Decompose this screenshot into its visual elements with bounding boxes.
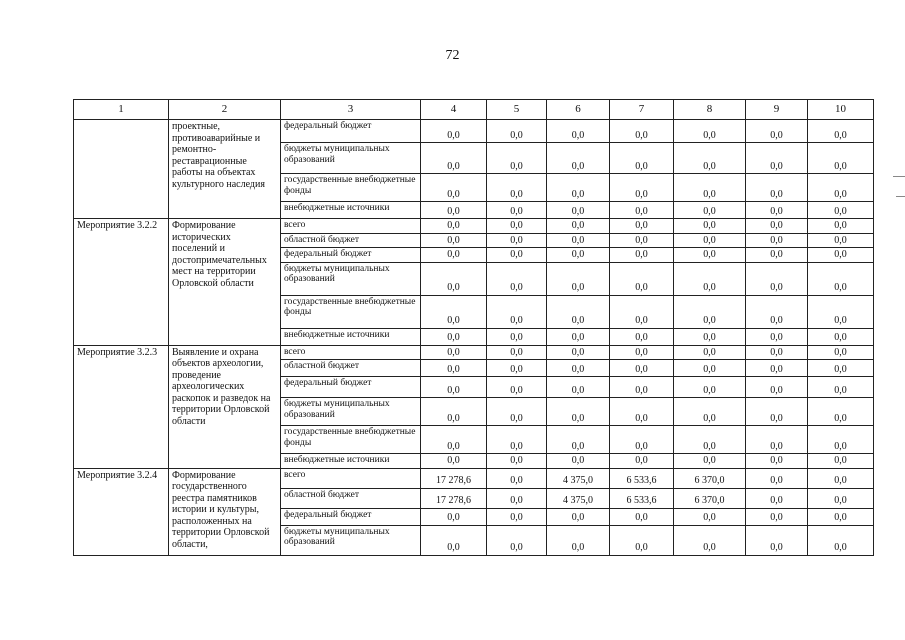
value-cell: 0,0: [746, 120, 808, 143]
value-cell: 0,0: [610, 525, 674, 555]
value-cell: 0,0: [610, 328, 674, 345]
table-row: [74, 345, 874, 360]
value-cell: 0,0: [808, 233, 874, 248]
value-cell: 0,0: [808, 219, 874, 234]
table-row: [74, 468, 874, 488]
column-header: 9: [746, 100, 808, 120]
value-cell: 0,0: [610, 233, 674, 248]
value-cell: 0,0: [746, 219, 808, 234]
activity-name: проектные, противоаварийные и ремонтно-реставрационные работы на объектах культурного наследия: [169, 120, 281, 219]
funding-source: бюджеты муниципальных образований: [281, 262, 421, 295]
column-header: 2: [169, 100, 281, 120]
value-cell: 0,0: [808, 345, 874, 360]
value-cell: 0,0: [808, 468, 874, 488]
value-cell: 0,0: [421, 508, 487, 525]
value-cell: 0,0: [487, 398, 547, 426]
funding-source: государственные внебюджетные фонды: [281, 174, 421, 202]
value-cell: 0,0: [674, 525, 746, 555]
value-cell: 0,0: [674, 120, 746, 143]
table-row: [74, 120, 874, 143]
value-cell: 0,0: [610, 345, 674, 360]
value-cell: 0,0: [610, 143, 674, 174]
value-cell: 0,0: [547, 398, 610, 426]
value-cell: 0,0: [547, 328, 610, 345]
value-cell: 0,0: [610, 248, 674, 263]
funding-source: государственные внебюджетные фонды: [281, 295, 421, 328]
value-cell: 0,0: [487, 377, 547, 398]
value-cell: 0,0: [746, 262, 808, 295]
value-cell: 0,0: [487, 328, 547, 345]
funding-source: областной бюджет: [281, 360, 421, 377]
column-header: 6: [547, 100, 610, 120]
funding-source: областной бюджет: [281, 488, 421, 508]
funding-source: государственные внебюджетные фонды: [281, 426, 421, 454]
funding-source: всего: [281, 468, 421, 488]
activity-id: Мероприятие 3.2.3: [74, 345, 169, 468]
value-cell: 0,0: [487, 202, 547, 219]
value-cell: 0,0: [610, 398, 674, 426]
value-cell: 0,0: [487, 262, 547, 295]
value-cell: 0,0: [610, 454, 674, 469]
value-cell: 0,0: [421, 525, 487, 555]
value-cell: 0,0: [808, 174, 874, 202]
value-cell: 0,0: [674, 360, 746, 377]
value-cell: 0,0: [674, 248, 746, 263]
value-cell: 0,0: [547, 295, 610, 328]
value-cell: 0,0: [487, 345, 547, 360]
value-cell: 0,0: [547, 219, 610, 234]
value-cell: 0,0: [547, 202, 610, 219]
value-cell: 0,0: [808, 120, 874, 143]
value-cell: 0,0: [610, 508, 674, 525]
value-cell: 0,0: [808, 143, 874, 174]
value-cell: 4 375,0: [547, 468, 610, 488]
value-cell: 0,0: [421, 233, 487, 248]
funding-source: федеральный бюджет: [281, 508, 421, 525]
funding-source: всего: [281, 219, 421, 234]
funding-source: всего: [281, 345, 421, 360]
activity-name: Формирование государственного реестра памятников истории и культуры, расположенных на территории Орловской области,: [169, 468, 281, 555]
value-cell: 0,0: [746, 174, 808, 202]
value-cell: 0,0: [421, 174, 487, 202]
value-cell: 0,0: [808, 398, 874, 426]
value-cell: 0,0: [746, 233, 808, 248]
value-cell: 0,0: [674, 233, 746, 248]
column-header: 4: [421, 100, 487, 120]
value-cell: 0,0: [547, 345, 610, 360]
value-cell: 0,0: [808, 262, 874, 295]
value-cell: 0,0: [487, 468, 547, 488]
value-cell: 0,0: [674, 398, 746, 426]
value-cell: 0,0: [487, 120, 547, 143]
value-cell: 6 370,0: [674, 468, 746, 488]
value-cell: 0,0: [746, 468, 808, 488]
funding-source: федеральный бюджет: [281, 120, 421, 143]
value-cell: 0,0: [487, 233, 547, 248]
value-cell: 0,0: [746, 345, 808, 360]
value-cell: 0,0: [674, 328, 746, 345]
page-number: 72: [445, 48, 460, 63]
value-cell: 0,0: [547, 143, 610, 174]
value-cell: 0,0: [610, 377, 674, 398]
funding-source: бюджеты муниципальных образований: [281, 398, 421, 426]
value-cell: 0,0: [808, 426, 874, 454]
value-cell: 0,0: [547, 454, 610, 469]
value-cell: 0,0: [746, 143, 808, 174]
value-cell: 0,0: [674, 377, 746, 398]
value-cell: 0,0: [808, 360, 874, 377]
value-cell: 0,0: [808, 454, 874, 469]
activity-name: Выявление и охрана объектов археологии, проведение археологических раскопок и разведок на территории Орловской области: [169, 345, 281, 468]
value-cell: 17 278,6: [421, 488, 487, 508]
value-cell: 0,0: [808, 295, 874, 328]
funding-source: внебюджетные источники: [281, 328, 421, 345]
value-cell: 0,0: [746, 398, 808, 426]
value-cell: 0,0: [487, 426, 547, 454]
value-cell: 0,0: [421, 398, 487, 426]
value-cell: 0,0: [808, 248, 874, 263]
value-cell: 0,0: [421, 202, 487, 219]
value-cell: 0,0: [421, 328, 487, 345]
value-cell: 0,0: [610, 120, 674, 143]
value-cell: 0,0: [610, 219, 674, 234]
value-cell: 0,0: [610, 174, 674, 202]
budget-table: [73, 99, 874, 556]
column-header: 10: [808, 100, 874, 120]
value-cell: 0,0: [487, 454, 547, 469]
value-cell: 0,0: [487, 219, 547, 234]
value-cell: 0,0: [421, 345, 487, 360]
value-cell: 0,0: [610, 360, 674, 377]
value-cell: 0,0: [610, 295, 674, 328]
funding-source: внебюджетные источники: [281, 454, 421, 469]
value-cell: 0,0: [487, 295, 547, 328]
column-header: 8: [674, 100, 746, 120]
value-cell: 0,0: [547, 174, 610, 202]
value-cell: 0,0: [487, 508, 547, 525]
value-cell: 0,0: [487, 360, 547, 377]
value-cell: 0,0: [674, 426, 746, 454]
value-cell: 0,0: [421, 295, 487, 328]
value-cell: 0,0: [421, 120, 487, 143]
value-cell: 0,0: [746, 454, 808, 469]
value-cell: 0,0: [547, 508, 610, 525]
value-cell: 0,0: [808, 202, 874, 219]
value-cell: 0,0: [421, 248, 487, 263]
activity-id: Мероприятие 3.2.4: [74, 468, 169, 555]
funding-source: бюджеты муниципальных образований: [281, 143, 421, 174]
value-cell: 0,0: [674, 174, 746, 202]
funding-source: федеральный бюджет: [281, 248, 421, 263]
activity-id: Мероприятие 3.2.2: [74, 219, 169, 346]
value-cell: 0,0: [547, 262, 610, 295]
value-cell: 0,0: [808, 508, 874, 525]
funding-source: внебюджетные источники: [281, 202, 421, 219]
value-cell: 0,0: [674, 345, 746, 360]
scan-mark: [896, 196, 905, 197]
value-cell: 0,0: [547, 525, 610, 555]
value-cell: 0,0: [746, 508, 808, 525]
value-cell: 0,0: [421, 262, 487, 295]
value-cell: 0,0: [746, 328, 808, 345]
table-row: [74, 219, 874, 234]
value-cell: 0,0: [610, 426, 674, 454]
activity-id: [74, 120, 169, 219]
value-cell: 0,0: [487, 174, 547, 202]
funding-source: федеральный бюджет: [281, 377, 421, 398]
value-cell: 0,0: [610, 262, 674, 295]
value-cell: 0,0: [808, 377, 874, 398]
value-cell: 0,0: [487, 488, 547, 508]
column-header: 1: [74, 100, 169, 120]
value-cell: 0,0: [746, 360, 808, 377]
value-cell: 0,0: [487, 248, 547, 263]
value-cell: 0,0: [547, 426, 610, 454]
activity-name: Формирование исторических поселений и достопримечательных мест на территории Орловской области: [169, 219, 281, 346]
value-cell: 0,0: [547, 377, 610, 398]
column-header: 5: [487, 100, 547, 120]
value-cell: 17 278,6: [421, 468, 487, 488]
header-row: [74, 100, 874, 120]
value-cell: 0,0: [746, 525, 808, 555]
value-cell: 0,0: [746, 488, 808, 508]
column-header: 7: [610, 100, 674, 120]
funding-source: бюджеты муниципальных образований: [281, 525, 421, 555]
value-cell: 4 375,0: [547, 488, 610, 508]
value-cell: 0,0: [674, 219, 746, 234]
value-cell: 6 533,6: [610, 488, 674, 508]
scan-mark: [893, 176, 905, 177]
value-cell: 0,0: [547, 233, 610, 248]
value-cell: 0,0: [674, 202, 746, 219]
value-cell: 0,0: [421, 143, 487, 174]
value-cell: 0,0: [674, 143, 746, 174]
value-cell: 0,0: [421, 426, 487, 454]
value-cell: 0,0: [746, 248, 808, 263]
value-cell: 0,0: [421, 219, 487, 234]
value-cell: 0,0: [746, 202, 808, 219]
value-cell: 0,0: [746, 377, 808, 398]
value-cell: 0,0: [547, 360, 610, 377]
value-cell: 0,0: [808, 488, 874, 508]
value-cell: 0,0: [674, 454, 746, 469]
value-cell: 0,0: [487, 525, 547, 555]
value-cell: 0,0: [674, 262, 746, 295]
column-header: 3: [281, 100, 421, 120]
value-cell: 0,0: [674, 508, 746, 525]
value-cell: 0,0: [547, 248, 610, 263]
value-cell: 6 370,0: [674, 488, 746, 508]
value-cell: 0,0: [421, 454, 487, 469]
value-cell: 0,0: [746, 426, 808, 454]
value-cell: 0,0: [674, 295, 746, 328]
value-cell: 0,0: [610, 202, 674, 219]
value-cell: 0,0: [808, 328, 874, 345]
value-cell: 0,0: [746, 295, 808, 328]
funding-source: областной бюджет: [281, 233, 421, 248]
value-cell: 0,0: [808, 525, 874, 555]
value-cell: 0,0: [547, 120, 610, 143]
value-cell: 0,0: [487, 143, 547, 174]
value-cell: 0,0: [421, 377, 487, 398]
value-cell: 0,0: [421, 360, 487, 377]
value-cell: 6 533,6: [610, 468, 674, 488]
